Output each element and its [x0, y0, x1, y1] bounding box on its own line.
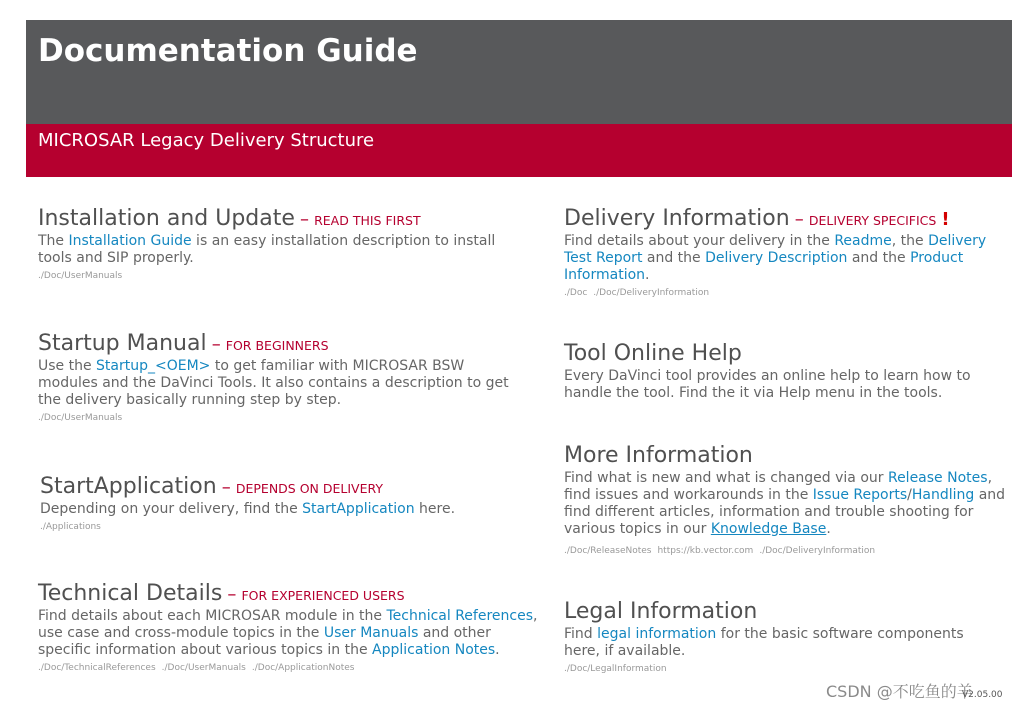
path-item: ./Doc/LegalInformation: [564, 664, 667, 674]
page-title: Documentation Guide: [38, 33, 418, 69]
separator-dash: –: [227, 584, 237, 605]
section-tool-online-help: [564, 341, 996, 402]
path-list: [38, 271, 528, 281]
legal-information-link[interactable]: legal information: [597, 626, 717, 642]
user-manuals-link[interactable]: User Manuals: [323, 625, 419, 641]
section-tag: FOR BEGINNERS: [225, 338, 329, 353]
section-text: Find what is new and what is changed via our Release Notes, find issues and workarounds in the Issue Reports/Handling and find different articles, information and trouble shooting for various topics in our Knowledge Base.: [564, 470, 1006, 537]
section-text: Depending on your delivery, find the StartApplication here.: [40, 501, 456, 517]
section-delivery-information: [564, 206, 996, 298]
section-title: Delivery Information: [564, 206, 790, 231]
path-list: [564, 546, 1012, 556]
delivery-test-report-link[interactable]: Delivery Test Report: [564, 233, 987, 266]
path-item: ./Doc/UserManuals: [38, 413, 123, 423]
section-title: Installation and Update: [38, 206, 295, 231]
issue-reports-link[interactable]: Issue Reports: [812, 487, 908, 503]
page-subtitle: MICROSAR Legacy Delivery Structure: [38, 130, 375, 151]
path-item: ./Doc: [564, 288, 588, 298]
path-item: ./Doc/UserManuals: [161, 663, 246, 673]
startapplication-link[interactable]: StartApplication: [302, 501, 415, 517]
application-notes-link[interactable]: Application Notes: [372, 642, 496, 658]
section-text: Use the Startup_<OEM> to get familiar with MICROSAR BSW modules and the DaVinci Tools. It also contains a description to get the delivery basically running step by step.: [38, 358, 509, 408]
path-list: [564, 288, 996, 298]
startup-oem-link[interactable]: Startup_<OEM>: [96, 358, 211, 374]
section-tag: DEPENDS ON DELIVERY: [235, 481, 384, 496]
separator-dash: –: [221, 477, 231, 498]
section-installation: [38, 206, 528, 281]
path-item: ./Doc/DeliveryInformation: [759, 546, 876, 556]
path-list: [38, 413, 528, 423]
section-text: Every DaVinci tool provides an online help to learn how to handle the tool. Find the it via Help menu in the tools.: [564, 368, 971, 401]
section-title: Technical Details: [38, 581, 223, 606]
path-item: ./Doc/DeliveryInformation: [593, 288, 710, 298]
handling-link[interactable]: Handling: [911, 487, 975, 503]
technical-references-link[interactable]: Technical References: [386, 608, 533, 624]
section-tag: READ THIS FIRST: [314, 213, 421, 228]
path-list: [564, 664, 1004, 674]
readme-link[interactable]: Readme: [834, 233, 892, 249]
path-list: [40, 522, 530, 532]
path-item: ./Applications: [40, 522, 101, 532]
section-title: Legal Information: [564, 599, 758, 624]
watermark: CSDN @不吃鱼的羊: [826, 682, 973, 701]
separator-dash: –: [211, 334, 221, 355]
path-item: https://kb.vector.com: [657, 546, 754, 556]
path-item: ./Doc/UserManuals: [38, 271, 123, 281]
separator-dash: –: [794, 209, 804, 230]
path-list: [38, 663, 548, 673]
section-tag: FOR EXPERIENCED USERS: [241, 588, 405, 603]
product-information-link[interactable]: Product Information: [564, 250, 964, 283]
exclamation-icon: !: [941, 209, 950, 230]
path-item: ./Doc/ApplicationNotes: [251, 663, 355, 673]
separator-dash: –: [300, 209, 309, 230]
section-text: The Installation Guide is an easy installation description to install tools and SIP properly.: [38, 233, 496, 266]
section-title: Tool Online Help: [564, 341, 742, 366]
section-title: More Information: [564, 443, 753, 468]
section-text: Find details about each MICROSAR module in the Technical References, use case and cross-module topics in the User Manuals and other specific information about various topics in the Application Notes.: [38, 608, 538, 658]
section-title: Startup Manual: [38, 331, 207, 356]
release-notes-link[interactable]: Release Notes: [887, 470, 988, 486]
version-label: V2.05.00: [962, 690, 1003, 700]
section-startapplication: [40, 474, 530, 532]
section-title: StartApplication: [40, 474, 217, 499]
section-startup: [38, 331, 528, 423]
knowledge-base-link[interactable]: Knowledge Base: [710, 521, 827, 537]
installation-guide-link[interactable]: Installation Guide: [68, 233, 192, 249]
section-more-information: [564, 443, 1012, 556]
section-technical-details: [38, 581, 548, 673]
path-item: ./Doc/TechnicalReferences: [38, 663, 156, 673]
section-text: Find details about your delivery in the Readme, the Delivery Test Report and the Delivery Description and the Product Information.: [564, 233, 987, 283]
section-tag: DELIVERY SPECIFICS: [808, 213, 937, 228]
section-text: Find legal information for the basic software components here, if available.: [564, 626, 964, 659]
delivery-description-link[interactable]: Delivery Description: [705, 250, 848, 266]
section-legal-information: [564, 599, 1004, 674]
path-item: ./Doc/ReleaseNotes: [564, 546, 652, 556]
